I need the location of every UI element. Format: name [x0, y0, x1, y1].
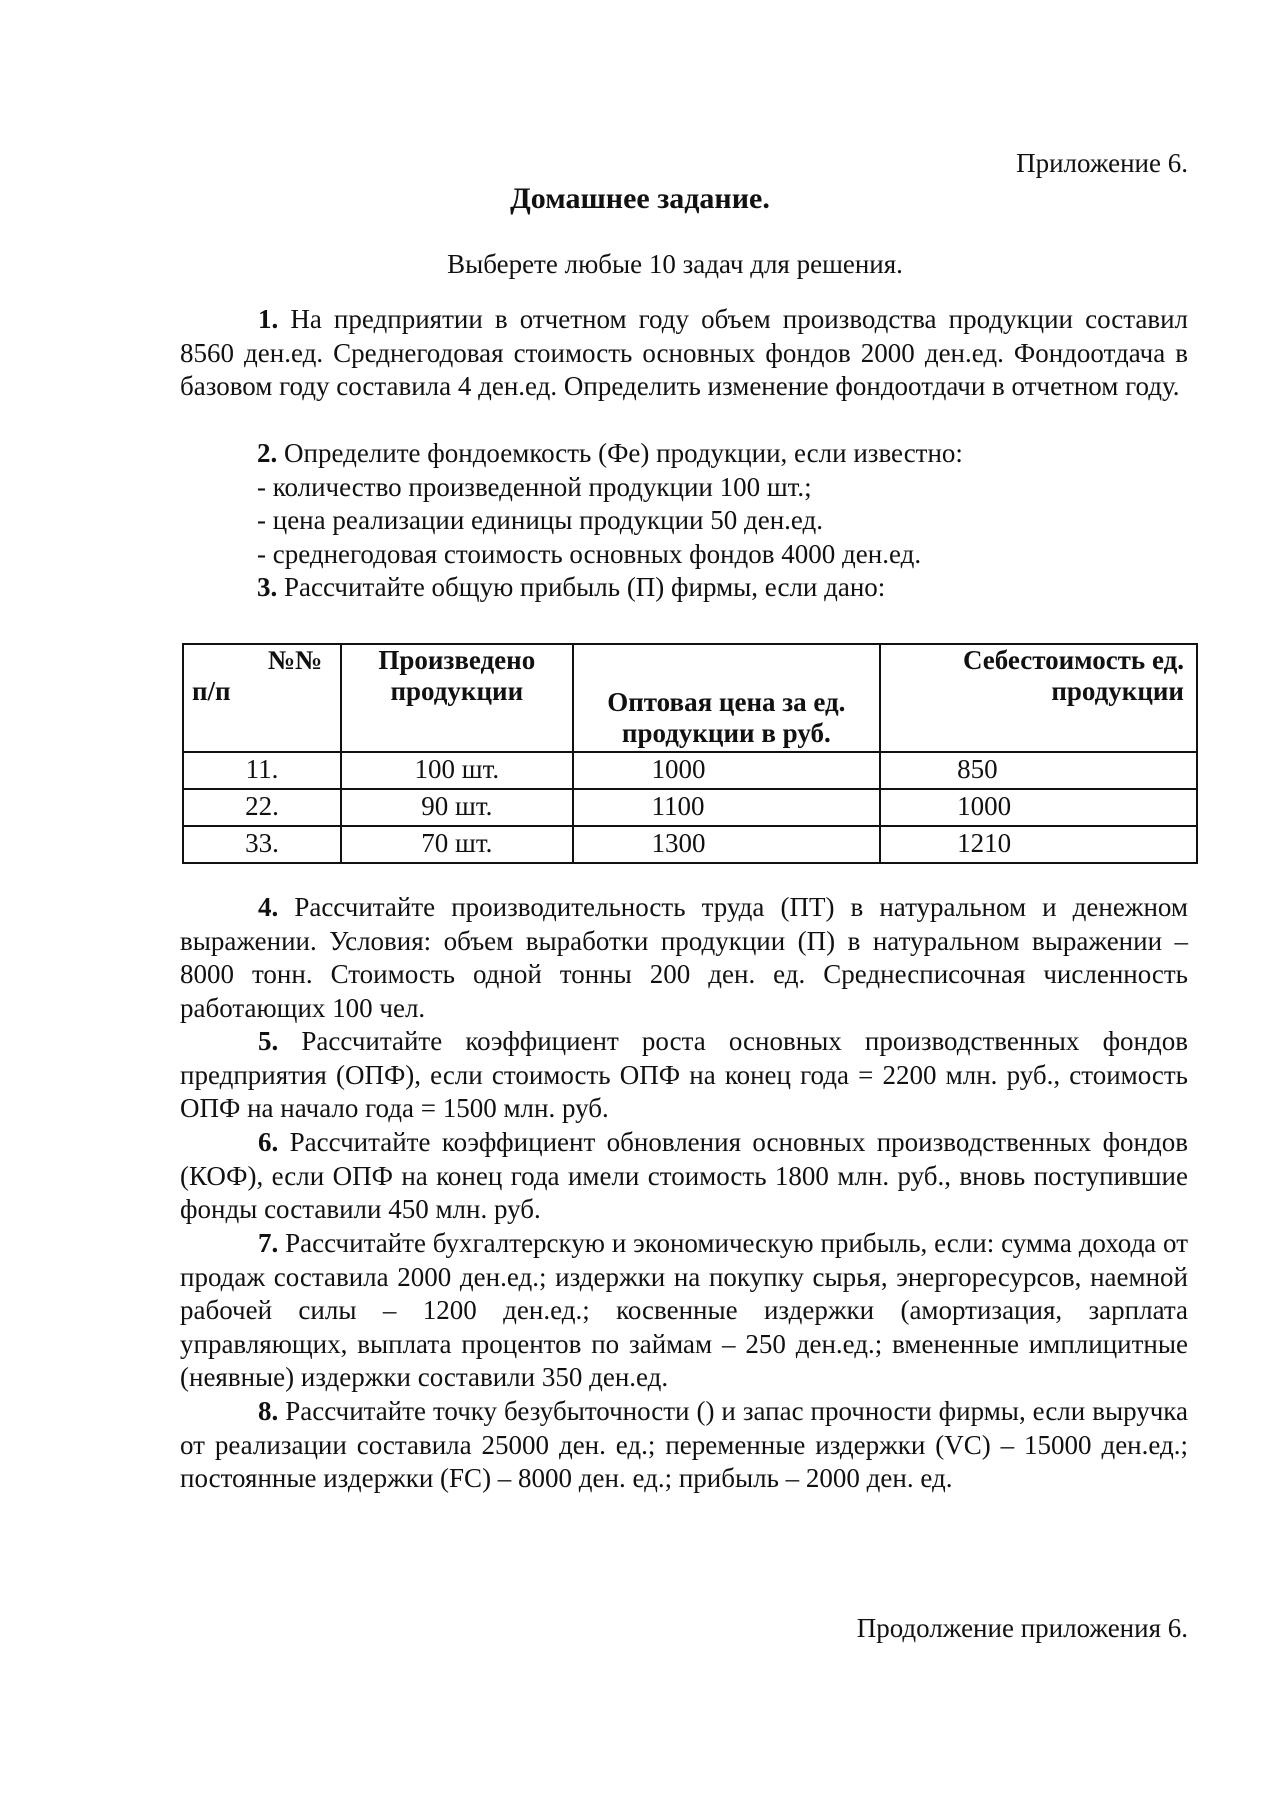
task-2-number: 2. [257, 438, 278, 468]
task-5 [180, 1025, 1188, 1126]
task-2-text: Определите фондоемкость (Фе) продукции, если известно: [284, 438, 963, 468]
task-6 [180, 1126, 1188, 1227]
task-3-text: Рассчитайте общую прибыль (П) фирмы, если дано: [284, 572, 886, 602]
cell-produced: 100 шт. [341, 752, 572, 789]
task-6-text: Рассчитайте коэффициент обновления основных производственных фондов (КОФ), если ОПФ на конец года имели стоимость 1800 млн. руб., вновь поступившие фонды составили 450 млн. руб. [180, 1127, 1188, 1224]
task-1 [180, 303, 1188, 404]
task-2-item: - количество произведенной продукции 100 шт.; [257, 471, 812, 502]
header-number-line2: п/п [192, 676, 231, 706]
appendix-label: Приложение 6. [1016, 148, 1188, 178]
table-row [183, 789, 1197, 826]
cell-cost: 850 [880, 752, 1197, 789]
task-2 [257, 437, 963, 605]
task-7-number: 7. [258, 1228, 279, 1258]
task-7 [180, 1227, 1188, 1395]
table-row [183, 826, 1197, 863]
task-8 [180, 1395, 1188, 1496]
task-3-number: 3. [257, 572, 278, 602]
task-4-text: Рассчитайте производительность труда (ПТ) в натуральном и денежном выражении. Условия: объем выработки продукции (П) в натуральном выражении – 8000 тонн. Стоимость одной тонны 200 ден. ед. Среднесписочная численность работающих 100 чел. [180, 892, 1188, 1023]
header-produced: Произведено продукции [341, 644, 572, 752]
task-7-text: Рассчитайте бухгалтерскую и экономическую прибыль, если: сумма дохода от продаж составила 2000 ден.ед.; издержки на покупку сырья, энергоресурсов, наемной рабочей силы – 1200 ден.ед.; косвенные издержки (амортизация, зарплата управляющих, выплата процентов по займам – 250 ден.ед.; вмененные имплицитные (неявные) издержки составили 350 ден.ед. [180, 1228, 1188, 1392]
cell-price: 1300 [573, 826, 881, 863]
task-1-number: 1. [258, 304, 279, 334]
header-price: Оптовая цена за ед. продукции в руб. [573, 644, 881, 752]
task-5-number: 5. [258, 1026, 279, 1056]
task-8-number: 8. [258, 1396, 279, 1426]
cell-price: 1000 [573, 752, 881, 789]
task-8-text: Рассчитайте точку безубыточности () и запас прочности фирмы, если выручка от реализации составила 25000 ден. ед.; переменные издержки (VC) – 15000 ден.ед.; постоянные издержки (FC) – 8000 ден. ед.; прибыль – 2000 ден. ед. [180, 1396, 1188, 1493]
header-cost: Себестоимость ед. продукции [880, 644, 1197, 752]
cell-produced: 70 шт. [341, 826, 572, 863]
continuation-label: Продолжение приложения 6. [856, 1613, 1188, 1643]
subtitle: Выберете любые 10 задач для решения. [447, 249, 903, 279]
cell-produced: 90 шт. [341, 789, 572, 826]
profit-table [182, 643, 1198, 864]
table-header-row [183, 644, 1197, 752]
task-6-number: 6. [258, 1127, 279, 1157]
cell-cost: 1210 [880, 826, 1197, 863]
task-2-item: - среднегодовая стоимость основных фондов 4000 ден.ед. [257, 538, 922, 569]
task-5-text: Рассчитайте коэффициент роста основных производственных фондов предприятия (ОПФ), если стоимость ОПФ на конец года = 2200 млн. руб., стоимость ОПФ на начало года = 1500 млн. руб. [180, 1026, 1188, 1123]
cell-number: 11. [183, 752, 341, 789]
header-number [183, 644, 341, 752]
cell-price: 1100 [573, 789, 881, 826]
task-4-number: 4. [258, 892, 279, 922]
task-4 [180, 891, 1188, 1025]
header-number-line1: №№ [267, 645, 323, 675]
cell-number: 22. [183, 789, 341, 826]
table-row [183, 752, 1197, 789]
task-2-item: - цена реализации единицы продукции 50 ден.ед. [257, 505, 824, 535]
cell-cost: 1000 [880, 789, 1197, 826]
task-1-text: На предприятии в отчетном году объем производства продукции составил 8560 ден.ед. Среднегодовая стоимость основных фондов 2000 ден.ед. Фондоотдача в базовом году составила 4 ден.ед. Определить изменение фондоотдачи в отчетном году. [180, 304, 1189, 401]
cell-number: 33. [183, 826, 341, 863]
page-title: Домашнее задание. [510, 182, 770, 215]
